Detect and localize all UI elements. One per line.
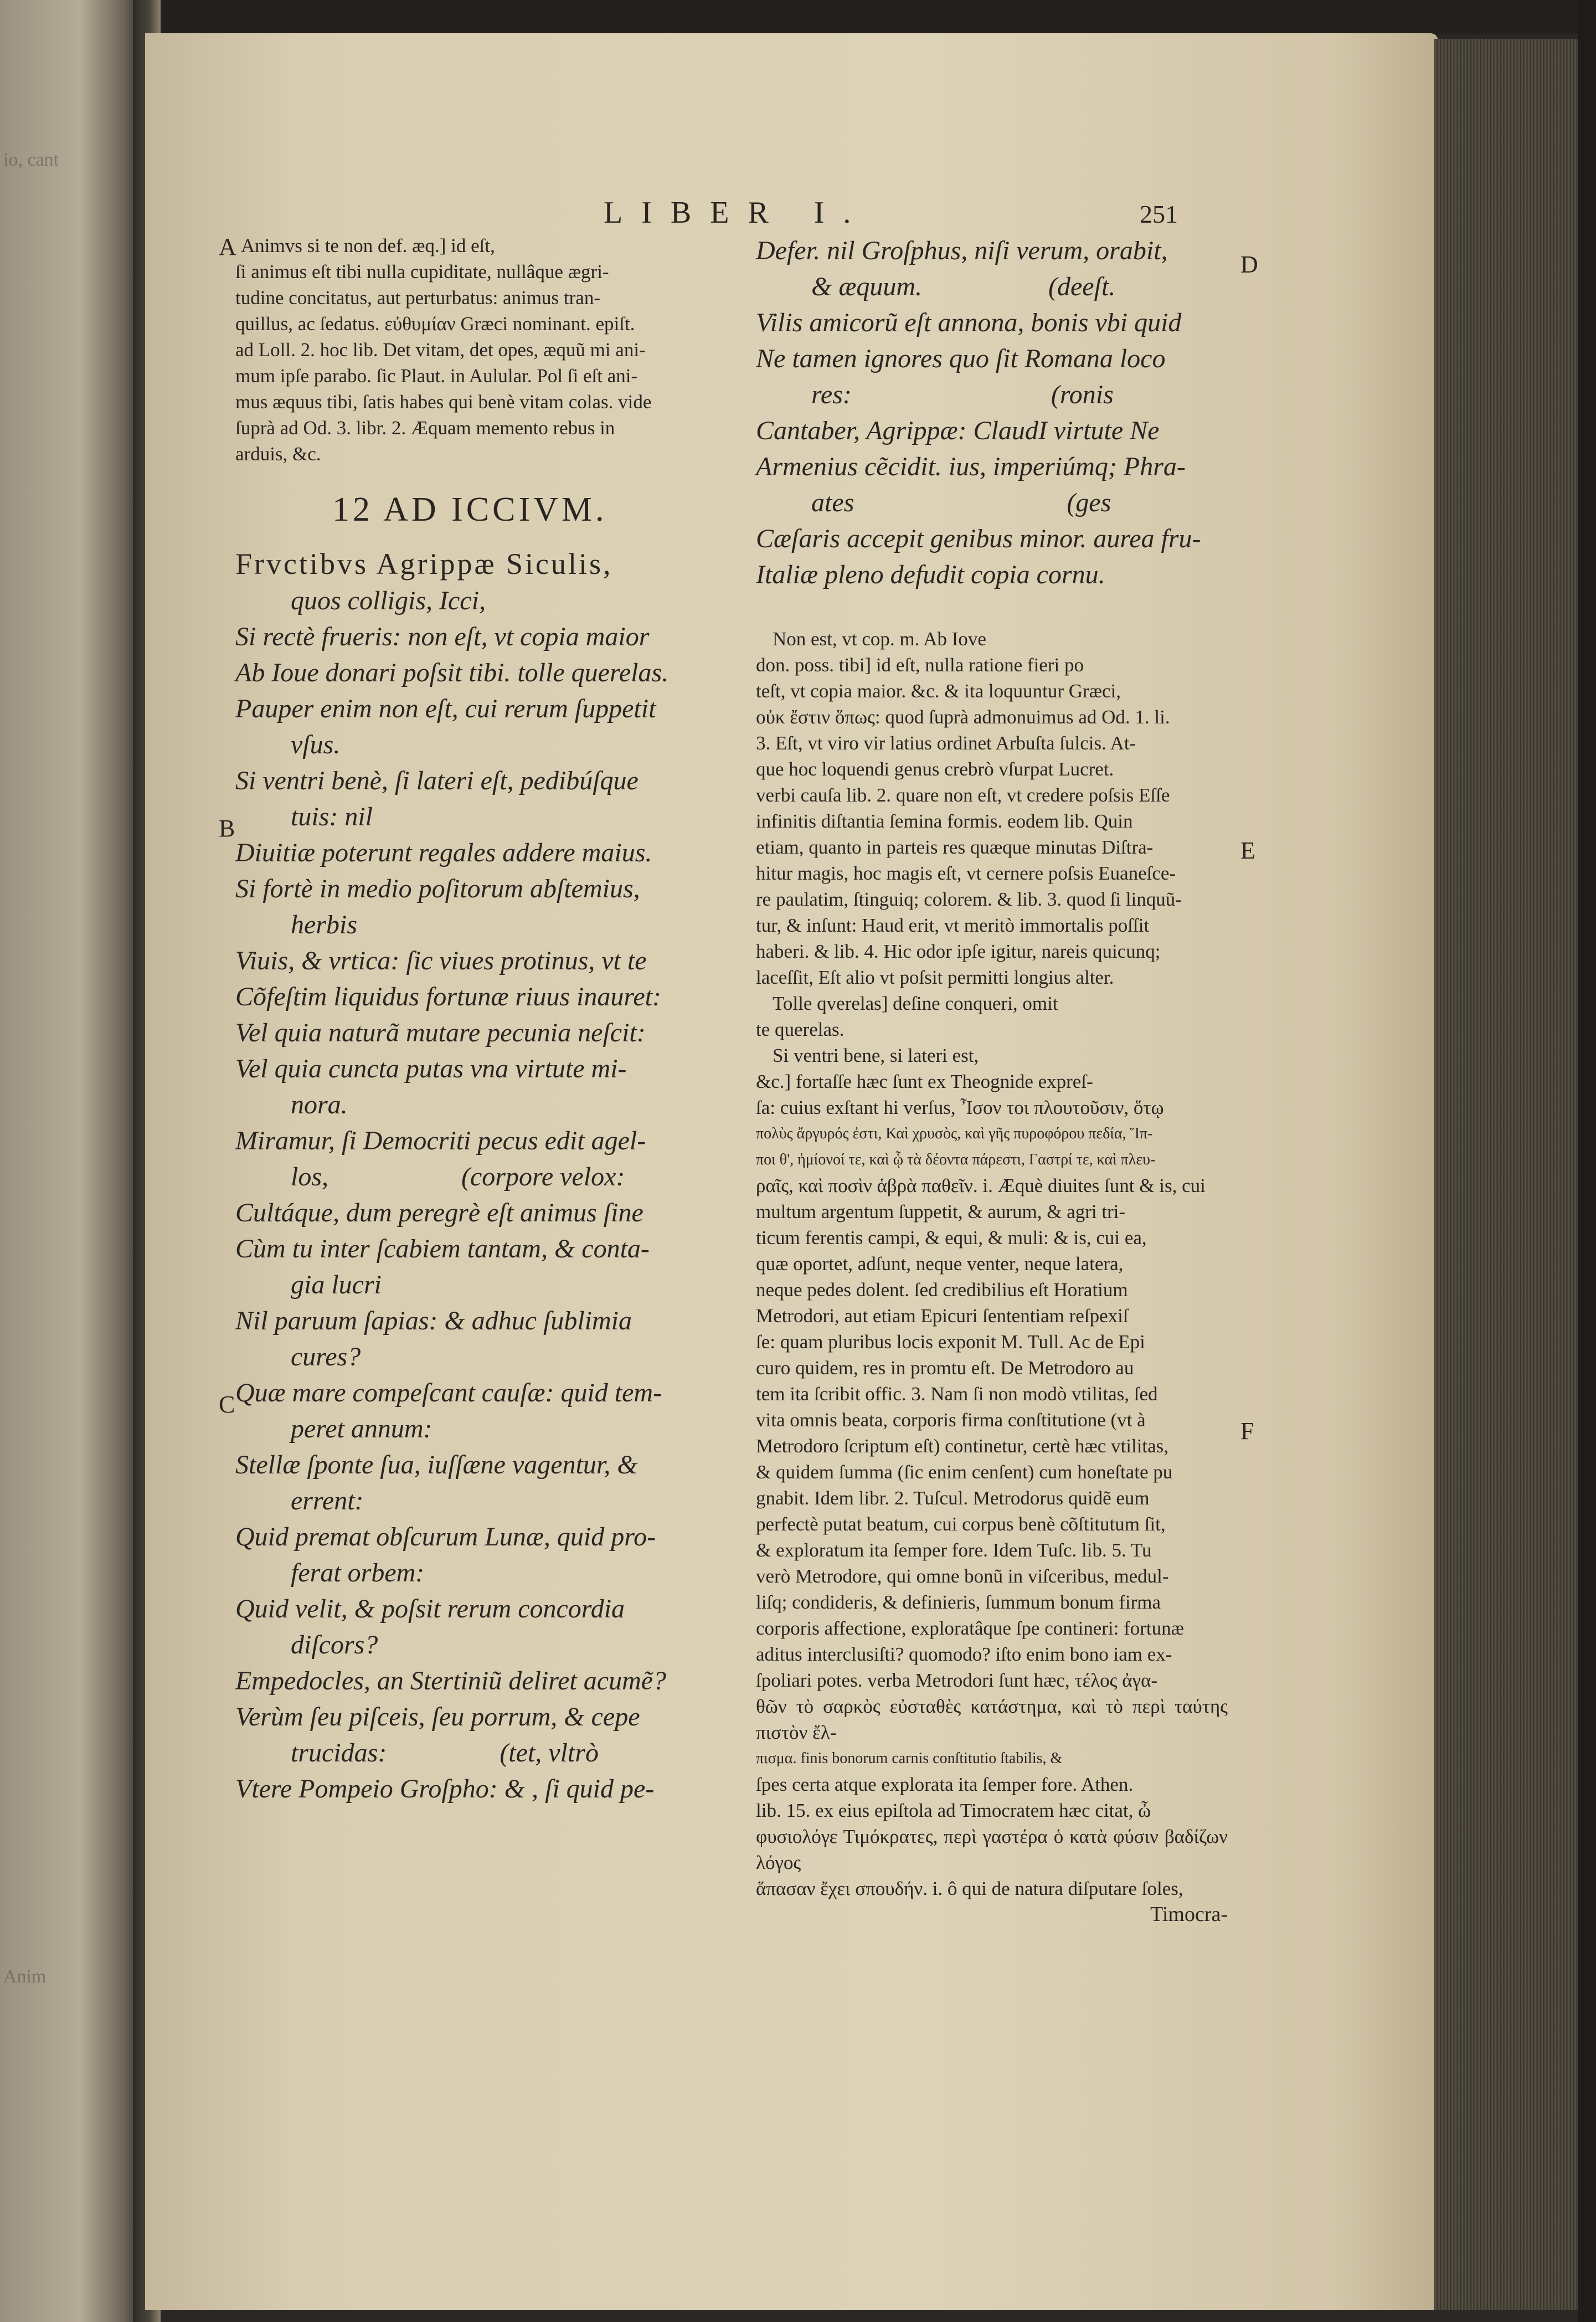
- note-line: mum ipſe parabo. ſic Plaut. in Aulular. Pol ſi eſt ani-: [235, 365, 638, 387]
- poem-verse-continued: [756, 233, 1228, 593]
- commentary-line: ticum ferentis campi, & equi, & muli: & is, cui ea,: [756, 1227, 1147, 1249]
- verse-line: Cantaber, Agrippæ: ClaudI virtute Ne: [756, 416, 1160, 445]
- verse-line: cures?: [291, 1342, 361, 1371]
- right-column: [756, 233, 1228, 1928]
- verse-line: Si ventri benè, ſi lateri eſt, pedibúſque: [235, 766, 639, 795]
- scan-top-background: [145, 0, 1596, 34]
- verse-line: herbis: [291, 910, 357, 939]
- commentary-line: gnabit. Idem libr. 2. Tuſcul. Metrodorus quidẽ eum: [756, 1487, 1150, 1509]
- verse-line: Diuitiæ poterunt regales addere maius.: [235, 838, 652, 867]
- commentary-line: quæ oportet, adſunt, neque venter, neque latera,: [756, 1253, 1124, 1275]
- commentary-line: infinitis diſtantia ſemina formis. eodem lib. Quin: [756, 810, 1133, 832]
- verse-line: ferat orbem:: [291, 1558, 425, 1588]
- verse-line: & æquum. (deeſt.: [811, 272, 1116, 301]
- commentary-line: ſe: quam pluribus locis exponit M. Tull. Ac de Epi: [756, 1331, 1145, 1353]
- margin-letter-f: F: [1240, 1417, 1254, 1445]
- verse-line: gia lucri: [291, 1270, 382, 1299]
- commentary-line: φυσιολόγε Τιμόκρατες, περὶ γαστέρα ὁ κατὰ φύσιν βαδίζων λόγος: [756, 1826, 1228, 1873]
- commentary-line: πισμα. finis bonorum carnis conſtitutio ſtabilis, &: [756, 1750, 1063, 1767]
- verse-line: Empedocles, an Stertiniũ deliret acumẽ?: [235, 1666, 667, 1696]
- note-line: tudine concitatus, aut perturbatus: animus tran-: [235, 287, 600, 309]
- margin-letter-c: C: [219, 1391, 235, 1418]
- commentary-line: πολὺς ἄργυρός ἐστι, Καὶ χρυσὸς, καὶ γῆς πυροφόρου πεδία, Ἵπ-: [756, 1125, 1153, 1142]
- left-column: [235, 233, 729, 1807]
- commentary-line: hitur magis, hoc magis eſt, vt cernere poſsis Euaneſce-: [756, 862, 1176, 884]
- verse-line: peret annum:: [291, 1414, 433, 1443]
- margin-letter-e: E: [1240, 837, 1255, 864]
- margin-letter-d: D: [1240, 251, 1258, 278]
- commentary-line: ſpes certa atque explorata ita ſemper fore. Athen.: [756, 1774, 1134, 1795]
- commentary-line: verò Metrodore, qui omne bonũ in viſceribus, medul-: [756, 1565, 1169, 1587]
- commentary-line: curo quidem, res in promtu eſt. De Metrodoro au: [756, 1357, 1134, 1379]
- commentary-line: Tolle qverelas] deſine conqueri, omit: [773, 993, 1058, 1014]
- verse-line: Viuis, & vrtica: ſic viues protinus, vt te: [235, 946, 647, 975]
- commentary-line: neque pedes dolent. ſed credibilius eſt Horatium: [756, 1279, 1128, 1301]
- verse-line: ates (ges: [811, 488, 1111, 517]
- commentary-line: liſq; condideris, & definieris, ſummum bonum firma: [756, 1591, 1161, 1613]
- prev-page-fragment: io, cant: [3, 150, 59, 170]
- commentary-line: Metrodoro ſcriptum eſt) continetur, certè hæc vtilitas,: [756, 1435, 1169, 1457]
- previous-page-edge: [0, 0, 145, 2322]
- verse-line: Cæſaris accepit genibus minor. aurea fru-: [756, 524, 1201, 553]
- commentary-line: ραῖς, καὶ ποσὶν ἁβρὰ παθεῖν. i. Æquè diuites ſunt & is, cui: [756, 1175, 1206, 1196]
- commentary-line: tem ita ſcribit offic. 3. Nam ſi non modò vtilitas, ſed: [756, 1383, 1158, 1405]
- verse-line: Defer. nil Groſphus, niſi verum, orabit,: [756, 236, 1168, 265]
- commentary-line: lib. 15. ex eius epiſtola ad Timocratem hæc citat, ὦ: [756, 1800, 1151, 1821]
- commentary-line: etiam, quanto in parteis res quæque minutas Diſtra-: [756, 836, 1154, 858]
- verse-line: vſus.: [291, 730, 341, 759]
- verse-line: Vilis amicorũ eſt annona, bonis vbi quid: [756, 308, 1182, 337]
- verse-line: Italiæ pleno defudit copia cornu.: [756, 560, 1105, 589]
- note-line: ſi animus eſt tibi nulla cupiditate, nullâque ægri-: [235, 261, 609, 282]
- poem-verse: [235, 545, 729, 1807]
- commentary-block: [756, 626, 1228, 1928]
- commentary-line: Non est, vt cop. m. Ab Iove: [773, 628, 986, 650]
- verse-line: Cultáque, dum peregrè eſt animus ſine: [235, 1198, 643, 1227]
- commentary-line: 3. Eſt, vt viro vir latius ordinet Arbuſta ſulcis. At-: [756, 732, 1136, 754]
- scan-right-background: [1578, 0, 1596, 2322]
- note-line: mus æquus tibi, ſatis habes qui benè vitam colas. vide: [235, 391, 652, 413]
- catchword: Timocra-: [1150, 1903, 1228, 1926]
- commentary-line: θῶν τὸ σαρκὸς εὐσταθὲς κατάστημα, καὶ τὸ περὶ ταύτης πιστὸν ἔλ-: [756, 1696, 1228, 1743]
- page-number: 251: [1140, 200, 1178, 228]
- commentary-line: re paulatim, ſtinguiq; colorem. & lib. 3. quod ſi linquũ-: [756, 888, 1182, 910]
- verse-line: Cùm tu inter ſcabiem tantam, & conta-: [235, 1234, 650, 1263]
- commentary-line: haberi. & lib. 4. Hic odor ipſe igitur, nareis quicunq;: [756, 941, 1161, 962]
- verse-line: Quæ mare compeſcant cauſæ: quid tem-: [235, 1378, 662, 1407]
- commentary-line: verbi cauſa lib. 2. quare non eſt, vt credere poſsis Eſſe: [756, 784, 1170, 806]
- verse-line-dropcap: Frvctibvs Agrippæ Siculis,: [235, 547, 613, 581]
- verse-line: trucidas: (tet, vltrò: [291, 1738, 599, 1768]
- note-line: ad Loll. 2. hoc lib. Det vitam, det opes, æquũ mi ani-: [235, 339, 646, 361]
- commentary-line: tur, & inſunt: Haud erit, vt meritò immortalis poſſit: [756, 915, 1150, 936]
- note-animus: [235, 233, 729, 467]
- verse-line: Cõfeſtim liquidus fortunæ riuus inauret:: [235, 982, 661, 1011]
- page-block-edges: [1434, 39, 1578, 2310]
- verse-line: nora.: [291, 1090, 348, 1119]
- commentary-line: ſpoliari potes. verba Metrodori ſunt hæc, τέλος ἀγα-: [756, 1669, 1158, 1691]
- note-line: quillus, ac ſedatus. εὐθυμίαν Græci nominant. epiſt.: [235, 313, 635, 335]
- note-line: ſuprà ad Od. 3. libr. 2. Æquam memento rebus in: [235, 417, 615, 439]
- verse-line: Miramur, ſi Democriti pecus edit agel-: [235, 1126, 646, 1155]
- commentary-line: don. poss. tibi] id eſt, nulla ratione fieri po: [756, 654, 1084, 676]
- note-line: arduis, &c.: [235, 443, 321, 465]
- running-header: LIBER I.: [604, 196, 870, 230]
- commentary-line: perfectè putat beatum, cui corpus benè cõſtitutum ſit,: [756, 1513, 1166, 1535]
- verse-line: Quid premat obſcurum Lunæ, quid pro-: [235, 1522, 656, 1552]
- verse-line: Pauper enim non eſt, cui rerum ſuppetit: [235, 694, 656, 723]
- commentary-line: Metrodori, aut etiam Epicuri ſententiam reſpexiſ: [756, 1305, 1129, 1327]
- verse-line: Verùm ſeu piſceis, ſeu porrum, & cepe: [235, 1702, 640, 1732]
- verse-line: quos colligis, Icci,: [291, 586, 486, 615]
- poem-title: 12 AD ICCIVM.: [332, 491, 607, 528]
- prev-page-fragment: Anim: [3, 1966, 47, 1987]
- verse-line: Quid velit, & poſsit rerum concordia: [235, 1594, 625, 1624]
- commentary-line: ſa: cuius exſtant hi verſus, Ἶσον τοι πλουτοῦσιν, ὅτῳ: [756, 1097, 1164, 1118]
- commentary-line: ποι θ', ἡμίονοί τε, καὶ ᾧ τὰ δέοντα πάρεστι, Γαστρί τε, καὶ πλευ-: [756, 1151, 1156, 1168]
- commentary-line: te querelas.: [756, 1019, 845, 1040]
- commentary-line: teſt, vt copia maior. &c. & ita loquuntur Græci,: [756, 680, 1121, 702]
- commentary-line: & quidem ſumma (ſic enim cenſent) cum honeſtate pu: [756, 1461, 1173, 1483]
- margin-letter-b: B: [219, 815, 235, 842]
- verse-line: Si fortè in medio poſitorum abſtemius,: [235, 874, 640, 903]
- verse-line: los, (corpore velox:: [291, 1162, 625, 1191]
- commentary-line: multum argentum ſuppetit, & aurum, & agri tri-: [756, 1201, 1126, 1222]
- verse-line: tuis: nil: [291, 802, 373, 831]
- commentary-line: vita omnis beata, corporis firma conſtitutione (vt à: [756, 1409, 1146, 1431]
- verse-line: Vel quia naturã mutare pecunia neſcit:: [235, 1018, 646, 1047]
- verse-line: Ab Ioue donari poſsit tibi. tolle querelas.: [235, 658, 669, 687]
- verse-line: Ne tamen ignores quo ſit Romana loco: [756, 344, 1166, 373]
- commentary-line: & exploratum ita ſemper fore. Idem Tuſc. lib. 5. Tu: [756, 1539, 1152, 1561]
- verse-line: Armenius cẽcidit. ius, imperiúmq; Phra-: [756, 452, 1186, 481]
- verse-line: errent:: [291, 1486, 364, 1516]
- verse-line: diſcors?: [291, 1630, 378, 1660]
- commentary-line: aditus interclusiſti? quomodo? iſto enim bono iam ex-: [756, 1643, 1172, 1665]
- verse-line: Nil paruum ſapias: & adhuc ſublimia: [235, 1306, 632, 1335]
- verse-line: Stellæ ſponte ſua, iuſſæne vagentur, &: [235, 1450, 638, 1479]
- note-line: Animvs si te non def. æq.] id eſt,: [241, 235, 495, 256]
- verse-line: res: (ronis: [811, 380, 1114, 409]
- commentary-line: οὐκ ἔστιν ὅπως: quod ſuprà admonuimus ad Od. 1. li.: [756, 706, 1170, 728]
- commentary-line: &c.] fortaſſe hæc ſunt ex Theognide expreſ-: [756, 1071, 1093, 1092]
- verse-line: Si rectè frueris: non eſt, vt copia maior: [235, 622, 650, 651]
- commentary-line: ἅπασαν ἔχει σπουδήν. i. ô qui de natura diſputare ſoles,: [756, 1878, 1183, 1899]
- commentary-line: Si ventri bene, si lateri est,: [773, 1045, 979, 1066]
- commentary-line: que hoc loquendi genus crebrò vſurpat Lucret.: [756, 758, 1114, 780]
- margin-letter-a: A: [219, 233, 236, 260]
- commentary-line: corporis affectione, exploratâque ſpe contineri: fortunæ: [756, 1617, 1184, 1639]
- commentary-line: laceſſit, Eſt alio vt poſsit permitti longius alter.: [756, 967, 1114, 988]
- verse-line: Vtere Pompeio Groſpho: & , ſi quid pe-: [235, 1774, 655, 1804]
- verse-line: Vel quia cuncta putas vna virtute mi-: [235, 1054, 627, 1083]
